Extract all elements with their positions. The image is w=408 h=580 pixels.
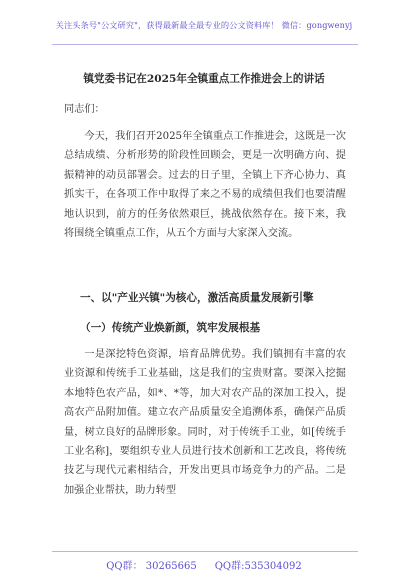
footer-qq-group-2: QQ群:535304092: [214, 561, 302, 572]
section-heading: 一、以"产业兴镇"为核心，激活高质量发展新引擎: [80, 292, 314, 304]
body-paragraph: 一是深挖特色资源，培育品牌优势。我们镇拥有丰富的农业资源和传统手工业基础，这是我们的宝贵财富。要深入挖掘本地特色农产品，如*、*等，加大对农产品的深加工投入，提高农产品附加值。建立农产品质量安全追溯体系，确保产品质量，树立良好的品牌形象。同时，对于传统手工业，如[传统手工业名称]，要组织专业人员进行技术创新和工艺改良，将传统技艺与现代元素相结合，开发出更具市场竞争力的产品。二是加强企业帮扶，助力转型: [64, 349, 346, 496]
intro-paragraph: 今天，我们召开2025年全镇重点工作推进会，这既是一次总结成绩、分析形势的阶段性回顾会，更是一次明确方向、提振精神的动员部署会。过去的日子里，全镇上下齐心协力、真抓实干，在各项工作中取得了来之不易的成绩但我们也要清醒地认识到，前方的任务依然艰巨，挑战依然存在。接下来，我将围绕全镇重点工作，从五个方面与大家深入交流。: [64, 131, 346, 240]
footer-qq-group-1: QQ群： 30265665: [106, 561, 197, 572]
footer: [0, 557, 408, 572]
header-divider: [52, 44, 358, 45]
document-title: 镇党委书记在2025年全镇重点工作推进会上的讲话: [83, 73, 325, 85]
header-promo-note: 关注头条号"公文研究"，获得最新最全最专业的公文资料库！ 微信：gongwenyj: [55, 20, 353, 30]
salutation: 同志们：: [64, 104, 105, 115]
subsection-heading: （一）传统产业焕新颜，筑牢发展根基: [80, 322, 261, 334]
footer-divider: [52, 551, 358, 552]
